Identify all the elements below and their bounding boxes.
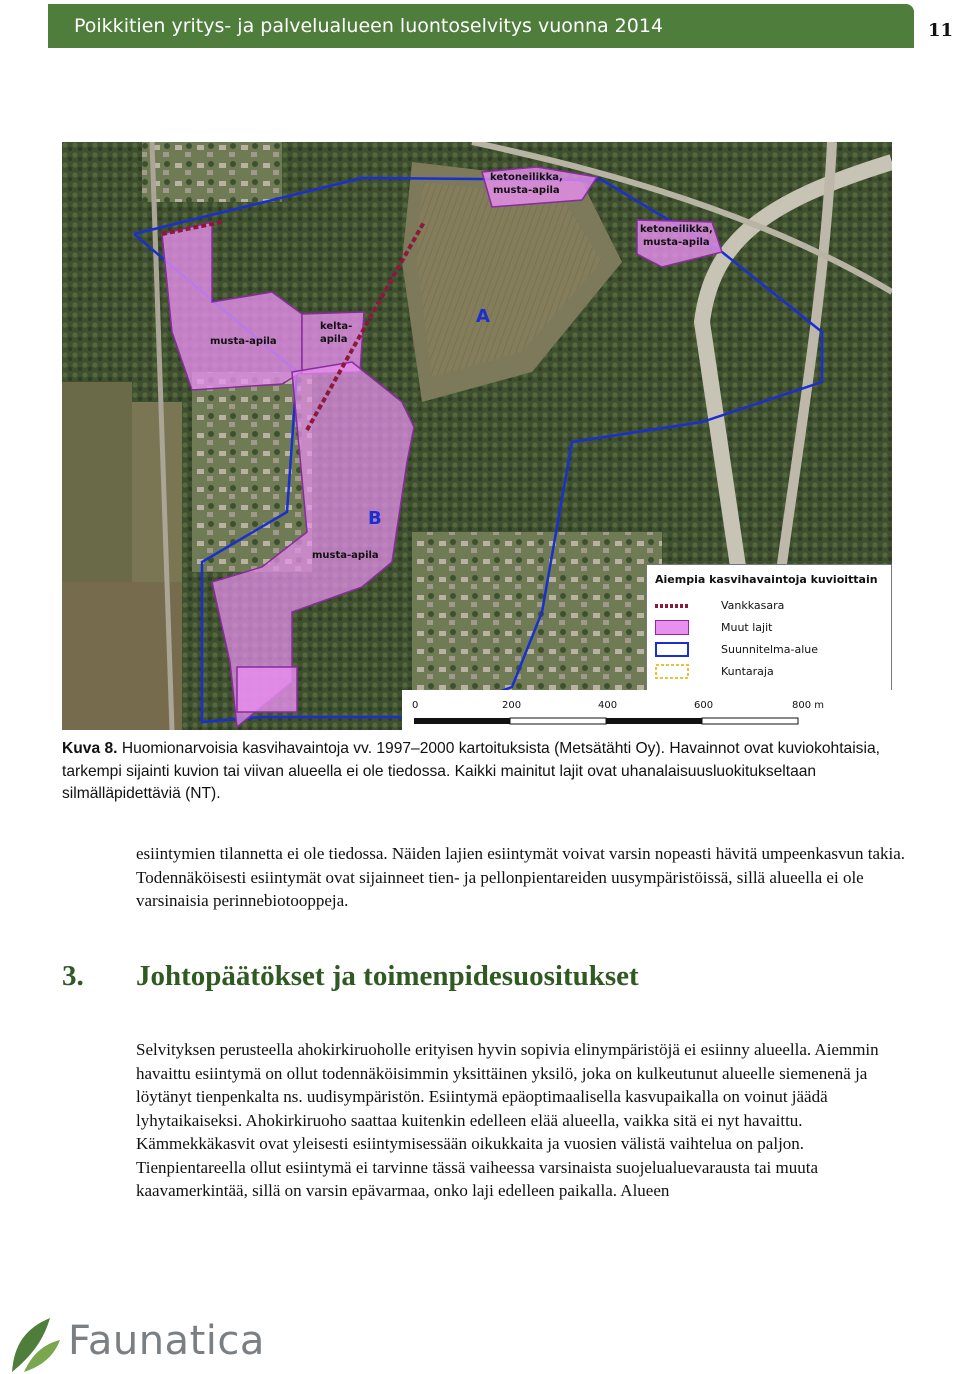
section-number: 3. bbox=[62, 960, 84, 992]
label-musta-apila-west: musta-apila bbox=[210, 336, 277, 347]
legend-label: Vankkasara bbox=[721, 599, 785, 612]
caption-label: Kuva 8. bbox=[62, 740, 118, 757]
leaf-logo-icon bbox=[4, 1314, 64, 1374]
scale-tick: 600 bbox=[694, 700, 714, 711]
section-heading bbox=[62, 960, 639, 993]
outline-box-icon bbox=[655, 642, 689, 657]
scale-tick: 200 bbox=[502, 700, 522, 711]
document-title: Poikkitien yritys- ja palvelualueen luontoselvitys vuonna 2014 bbox=[74, 15, 664, 37]
label-musta-apila-b: musta-apila bbox=[312, 550, 379, 561]
section-title: Johtopäätökset ja toimenpidesuositukset bbox=[136, 960, 639, 992]
label-area-a: A bbox=[476, 306, 490, 327]
legend-label: Muut lajit bbox=[721, 621, 773, 634]
dashed-line-icon bbox=[655, 598, 689, 613]
scale-tick: 400 bbox=[598, 700, 618, 711]
label-area-b: B bbox=[368, 508, 382, 529]
aerial-map bbox=[62, 142, 892, 730]
scale-tick: 0 bbox=[412, 700, 419, 711]
page-number: 11 bbox=[928, 20, 954, 41]
logo-text: Faunatica bbox=[68, 1318, 265, 1364]
dashed-box-icon bbox=[655, 664, 689, 679]
legend-item-suunnitelma-alue bbox=[655, 641, 885, 659]
small-species-area bbox=[237, 667, 297, 712]
legend-label: Suunnitelma-alue bbox=[721, 643, 819, 656]
legend-label: Kuntaraja bbox=[721, 665, 774, 678]
header-bar bbox=[48, 4, 914, 48]
label-musta-apila-north: musta-apila bbox=[493, 185, 560, 196]
faunatica-logo bbox=[0, 1308, 265, 1372]
label-apila: apila bbox=[320, 334, 348, 345]
legend-item-vankkasara bbox=[655, 597, 885, 615]
caption-text: Huomionarvoisia kasvihavaintoja vv. 1997–2000 kartoituksista (Metsätähti Oy). Havainnot ovat kuviokohtaisia, tarkempi sijainti kuvion tai viivan alueella ei ole tiedossa. Kaikki mainitut lajit ovat uhanalaisuusluokitukseltaan silmälläpidettäviä (NT). bbox=[62, 740, 880, 802]
filled-box-icon bbox=[655, 620, 689, 635]
figure-caption bbox=[62, 738, 892, 806]
label-musta-apila-east: musta-apila bbox=[643, 237, 710, 248]
label-ketoneilikka-east: ketoneilikka, bbox=[640, 224, 713, 235]
label-kelta: kelta- bbox=[320, 321, 353, 332]
body-paragraph-1: esiintymien tilannetta ei ole tiedossa. Näiden lajien esiintymät voivat varsin nopeasti hävitä umpeenkasvun takia. Todennäköisesti esiintymät ovat sijainneet tien- ja pellonpientareiden uusympäristöissä, sillä alueella ei ole varsinaisia perinnebiotooppeja. bbox=[136, 844, 906, 910]
label-ketoneilikka-north: ketoneilikka, bbox=[490, 172, 563, 183]
map-legend bbox=[646, 564, 892, 692]
body-paragraph-2: Selvityksen perusteella ahokirkiruoholle erityisen hyvin sopivia elinympäristöjä ei esiinny alueella. Aiemmin havaittu esiintymä on ollut todennäköisimmin yksittäinen yksilö, joka on kulkeutunut alueelle siemenenä ja löytänyt tienpenkalta ns. uudisympäristön. Esiintymä epäoptimaalisella kasvupaikalla on voinut jäädä lyhytaikaiseksi. Ahokirkiruoho saattaa kuitenkin edelleen elää alueella, vaikka sitä ei nyt havaittu. Kämmekkäkasvit ovat yleisesti esiintymisessään oikukkaita ja vuosien välistä vaihtelua on paljon. Tienpientareella ollut esiintymä ei tarvinne tässä vaiheessa varsinaista suojelualuevarausta tai muuta kaavamerkintää, sillä on varsin epävarmaa, onko laji edelleen paikalla. Alueen bbox=[136, 1040, 879, 1200]
legend-title: Aiempia kasvihavaintoja kuvioittain bbox=[655, 573, 878, 586]
legend-item-kuntaraja bbox=[655, 663, 885, 681]
scale-tick: 800 m bbox=[792, 700, 825, 711]
legend-item-muut-lajit bbox=[655, 619, 885, 637]
scale-bar bbox=[402, 690, 892, 730]
